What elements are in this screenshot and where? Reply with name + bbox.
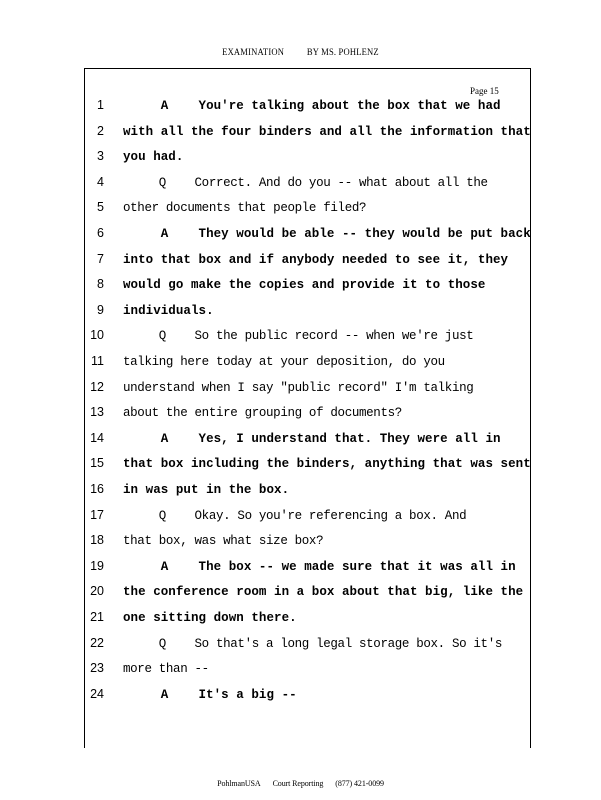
transcript-line (0, 482, 601, 508)
transcript-line (0, 610, 601, 636)
footer-company: PohlmanUSA (217, 779, 261, 788)
question-text: understand when I say "public record" I'm talking (123, 380, 474, 395)
transcript-line (0, 533, 601, 559)
question-text: Q Okay. So you're referencing a box. And (123, 508, 467, 523)
line-number: 12 (90, 379, 104, 394)
line-number: 24 (90, 686, 104, 701)
answer-text: you had. (123, 150, 184, 165)
footer-service: Court Reporting (272, 779, 324, 788)
transcript-line (0, 354, 601, 380)
transcript-line (0, 559, 601, 585)
answer-text: one sitting down there. (123, 611, 297, 625)
line-number: 6 (97, 226, 104, 240)
answer-text: the conference room in a box about that big, like the (123, 585, 524, 600)
answer-text: A Yes, I understand that. They were all in (123, 431, 501, 446)
page-number: Page 15 (470, 86, 499, 96)
transcript-line (0, 252, 601, 278)
transcript-line (0, 149, 601, 175)
question-text: other documents that people filed? (123, 201, 367, 216)
transcript-line (0, 328, 601, 354)
transcript-line (0, 226, 601, 252)
line-number: 11 (91, 354, 104, 368)
transcript-line (0, 508, 601, 534)
question-text: about the entire grouping of documents? (123, 406, 402, 421)
line-number: 9 (97, 302, 104, 317)
answer-text: that box including the binders, anything that was sent (123, 457, 531, 472)
line-number: 15 (90, 456, 104, 471)
line-number: 23 (90, 661, 104, 676)
question-text: Q So that's a long legal storage box. So it's (123, 636, 503, 651)
answer-text: would go make the copies and provide it to those (123, 278, 486, 293)
question-text: Q Correct. And do you -- what about all the (123, 175, 488, 190)
answer-text: A You're talking about the box that we had (123, 99, 501, 113)
transcript-line (0, 124, 601, 150)
line-number: 2 (97, 123, 104, 138)
line-number: 1 (97, 98, 104, 112)
line-number: 10 (90, 328, 104, 343)
transcript-line (0, 200, 601, 226)
answer-text: A It's a big -- (123, 687, 297, 702)
transcript-line (0, 584, 601, 610)
question-text: that box, was what size box? (123, 534, 324, 549)
transcript-line (0, 636, 601, 662)
transcript-line (0, 175, 601, 201)
transcript-line (0, 303, 601, 329)
answer-text: individuals. (123, 303, 214, 318)
transcript-line (0, 380, 601, 406)
answer-text: in was put in the box. (123, 483, 290, 497)
transcript-line (0, 98, 601, 124)
answer-text: A They would be able -- they would be put back (123, 227, 531, 241)
line-number: 3 (97, 149, 104, 164)
header-examiner: BY MS. POHLENZ (306, 47, 379, 57)
transcript-line (0, 277, 601, 303)
question-text: Q So the public record -- when we're just (123, 329, 474, 344)
line-number: 14 (90, 430, 104, 445)
page-header (15, 47, 586, 57)
answer-text: A The box -- we made sure that it was all in (123, 559, 516, 574)
line-number: 16 (90, 482, 104, 496)
transcript-line (0, 405, 601, 431)
line-number: 18 (90, 533, 104, 548)
transcript-line (0, 456, 601, 482)
line-number: 7 (97, 251, 104, 266)
line-number: 4 (97, 174, 104, 189)
line-number: 19 (90, 558, 104, 573)
header-section: EXAMINATION (222, 47, 285, 57)
line-number: 22 (90, 635, 104, 650)
answer-text: with all the four binders and all the information that (123, 124, 531, 139)
line-number: 5 (97, 200, 104, 215)
line-number: 20 (90, 584, 104, 599)
transcript-line (0, 661, 601, 687)
page-footer (0, 779, 601, 788)
footer-phone: (877) 421-0099 (335, 779, 384, 788)
question-text: more than -- (123, 662, 209, 677)
line-number: 13 (90, 405, 104, 420)
transcript-line (0, 687, 601, 713)
line-number: 21 (90, 610, 104, 624)
line-number: 17 (90, 507, 104, 522)
line-number: 8 (97, 277, 104, 292)
answer-text: into that box and if anybody needed to see it, they (123, 252, 509, 267)
question-text: talking here today at your deposition, do you (123, 355, 445, 369)
transcript-line (0, 431, 601, 457)
